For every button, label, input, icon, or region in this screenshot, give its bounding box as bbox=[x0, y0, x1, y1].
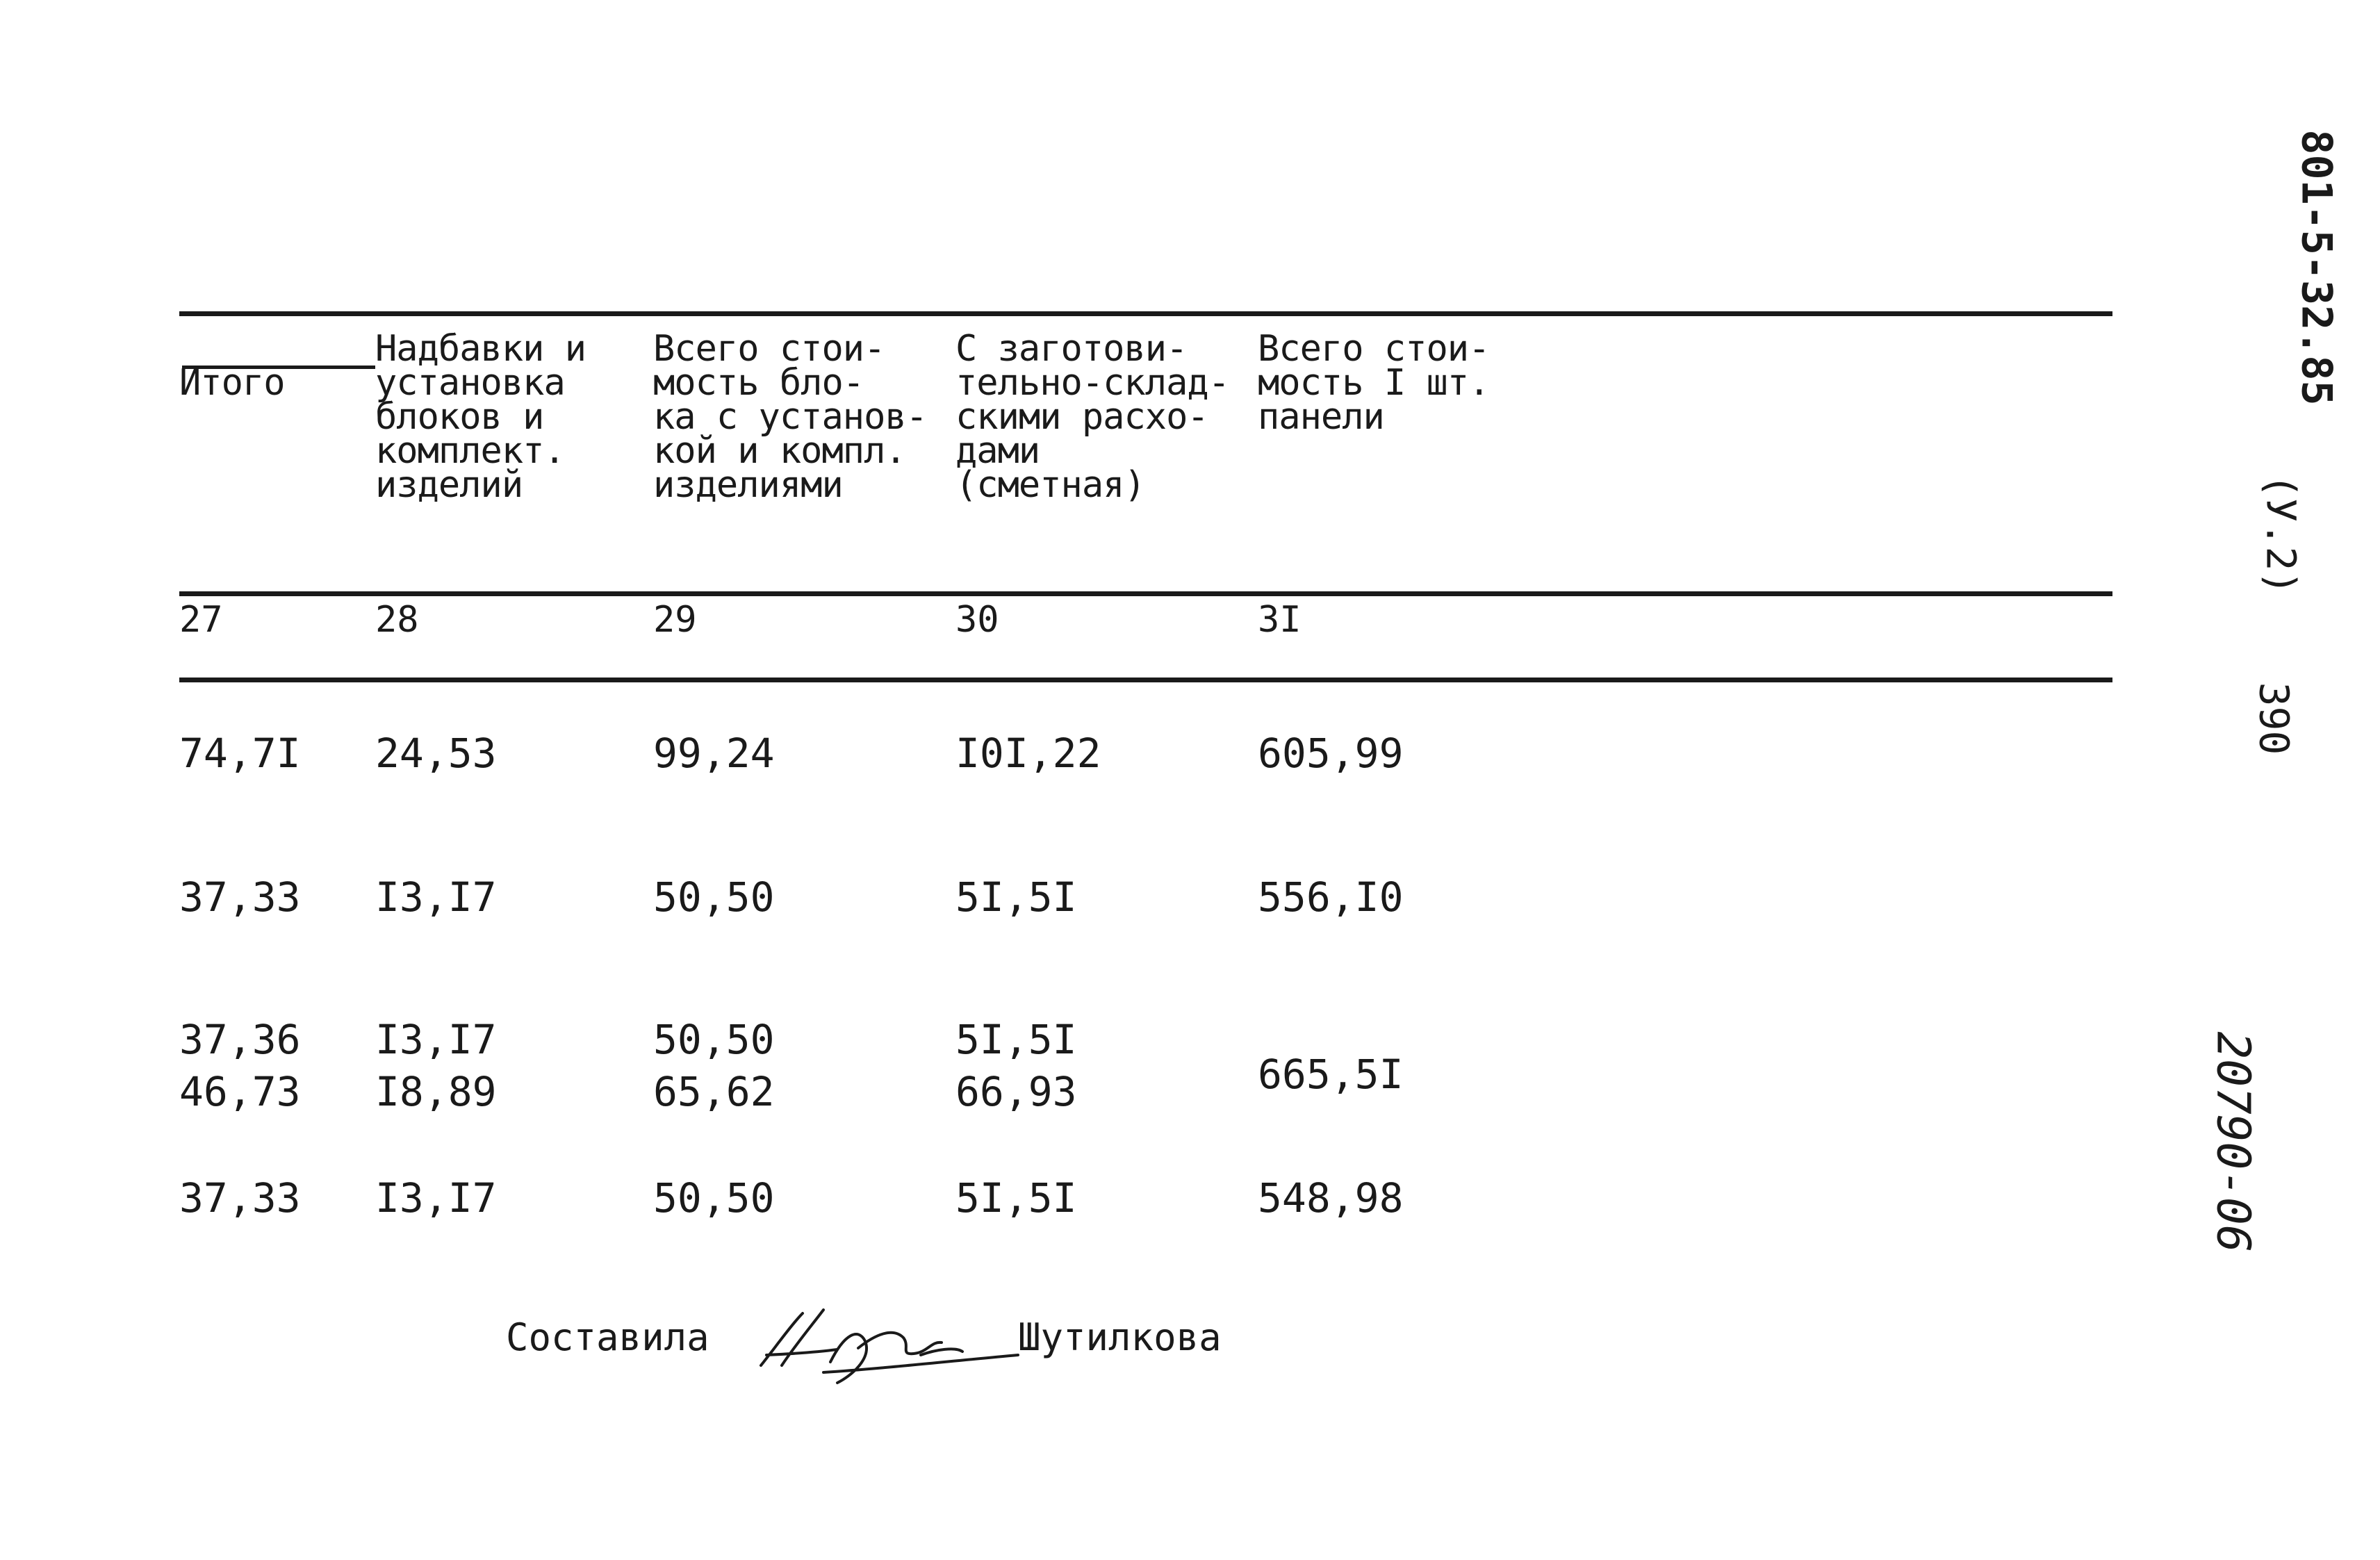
table-cell: 50,50 bbox=[653, 1016, 775, 1063]
table-cell: I3,I7 bbox=[375, 873, 497, 921]
compiled-by-label: Составила bbox=[506, 1315, 709, 1359]
table-top-rule bbox=[179, 311, 2112, 316]
table-cell: 605,99 bbox=[1258, 730, 1404, 777]
table-cell: 5I,5I bbox=[955, 1174, 1077, 1222]
numbers-bottom-rule bbox=[179, 678, 2112, 682]
header-panel-cost: Всего стои- мость I шт. панели bbox=[1258, 328, 1490, 438]
compiler-name: Шутилкова bbox=[1018, 1315, 1222, 1359]
column-number-27: 27 bbox=[179, 599, 223, 641]
column-number-30: 30 bbox=[955, 599, 999, 641]
table-cell: 46,73 bbox=[179, 1068, 301, 1115]
table-cell: 5I,5I bbox=[955, 1016, 1077, 1063]
document-code: 801-5-32.85 bbox=[2292, 129, 2341, 406]
header-block-cost: Всего стои- мость бло- ка с установ- кой и компл. изделиями bbox=[653, 328, 927, 506]
table-cell: 50,50 bbox=[653, 1174, 775, 1222]
header-estimated-cost: С заготови- тельно-склад- скими расхо- дами (сметная) bbox=[955, 328, 1229, 506]
table-cell: 24,53 bbox=[375, 730, 497, 777]
column-number-28: 28 bbox=[375, 599, 419, 641]
table-cell: 65,62 bbox=[653, 1068, 775, 1115]
header-bottom-rule bbox=[179, 591, 2112, 596]
page-number: 390 bbox=[2250, 682, 2298, 755]
table-cell: 50,50 bbox=[653, 873, 775, 921]
table-cell: 37,33 bbox=[179, 1174, 301, 1222]
merged-panel-cost: 665,5I bbox=[1258, 1051, 1404, 1098]
header-surcharges: Надбавки и установка блоков и комплект. изделий bbox=[375, 328, 586, 506]
table-cell: I8,89 bbox=[375, 1068, 497, 1115]
table-cell: 556,I0 bbox=[1258, 873, 1404, 921]
table-cell: 37,33 bbox=[179, 873, 301, 921]
table-cell: 548,98 bbox=[1258, 1174, 1404, 1222]
table-cell: I0I,22 bbox=[955, 730, 1101, 777]
table-cell: I3,I7 bbox=[375, 1016, 497, 1063]
table-cell: 5I,5I bbox=[955, 873, 1077, 921]
inventory-number: 20790-06 bbox=[2206, 1031, 2260, 1253]
table-cell: 74,7I bbox=[179, 730, 301, 777]
table-cell: 37,36 bbox=[179, 1016, 301, 1063]
header-itogo: Итого bbox=[179, 362, 285, 404]
table-cell: I3,I7 bbox=[375, 1174, 497, 1222]
column-number-31: 3I bbox=[1258, 599, 1302, 641]
table-cell: 66,93 bbox=[955, 1068, 1077, 1115]
handwritten-signature bbox=[754, 1299, 1032, 1397]
table-cell: 99,24 bbox=[653, 730, 775, 777]
volume-label: (У.2) bbox=[2257, 473, 2305, 596]
column-number-29: 29 bbox=[653, 599, 697, 641]
